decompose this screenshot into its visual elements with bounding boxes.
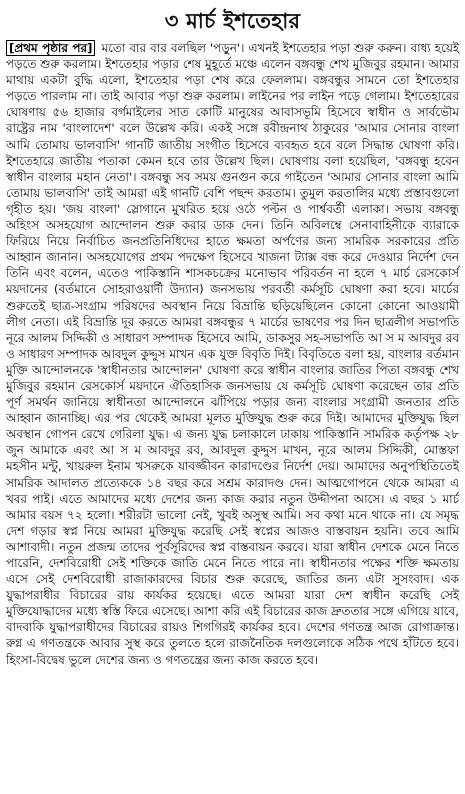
article-text: মতো বার বার বলছিল 'পড়ুন'। এখনই ইশতেহার পড়া শুরু করুন। বাধ্য হয়েই পড়তে শুরু করলাম। ইশতেহার পড়ার শেষ মুহূর্তে মঞ্চে এলেন বঙ্গবন্ধু শেখ মুজিবুর রহমান। আমার মাথায় একটা বুদ্ধি এলো, ইশতেহার পড়া শেষ করে ফেললাম। বঙ্গবন্ধুর সামনে তো ইশতেহার পড়তে পারলাম না। তাই আবার পড়া শুরু করলাম। লাইনের পর লাইন পড়ে গেলাম। ইশতেহারের ঘোষণায় ৫৬ হাজার বর্গমাইলের সাত কোটি মানুষের আবাসভূমি হিসেবে স্বাধীন ও সার্বভৌম রাষ্ট্রের নাম 'বাংলাদেশ' বলে উল্লেখ করি। একই সঙ্গে রবীন্দ্রনাথ ঠাকুরের 'আমার সোনার বাংলা আমি তোমায় ভালবাসি' গানটি জাতীয় সংগীত হিসেবে ব্যবহৃত হবে বলে সিদ্ধান্ত ঘোষণা করি। ইশতেহারে জাতীয় পতাকা কেমন হবে তার উল্লেখ ছিল। ঘোষণায় বলা হয়েছিল, 'বঙ্গবন্ধু হবেন স্বাধীন বাংলার মহান নেতা'। বঙ্গবন্ধু সব সময় গুনগুন করে গাইতেন 'আমার সোনার বাংলা আমি তোমায় ভালবাসি' তাই আমরা এই গানটি বেশি পছন্দ করতাম। তুমুল করতালির মধ্যে প্রস্তাবগুলো গৃহীত হয়। 'জয় বাংলা' স্লোগানে মুখরিত হয়ে ওঠে পল্টন ও পার্শ্ববর্তী এলাকা। সভায় বঙ্গবন্ধু অহিংস অসহযোগ আন্দোলন শুরু করার ডাক দেন। তিনি অবিলম্বে সেনাবাহিনীকে ব্যারাকে ফিরিয়ে নিয়ে নির্বাচিত জনপ্রতিনিধিদের হাতে ক্ষমতা অর্পণের জন্য সামরিক সরকারের প্রতি আহ্বান জানান। অসহযোগের প্রথম পদক্ষেপ হিসেবে খাজনা ট্যাক্স বন্ধ করে দেওয়ার নির্দেশ দেন তিনি এবং বলেন, এতেও পাকিস্তানি শাসকচক্রের মনোভাব পরিবর্তন না হলে ৭ মার্চ রেসকোর্স ময়দানের (বর্তমানে সোহরাওয়ার্দী উদ্যান) জনসভায় পরবর্তী কর্মসূচি ঘোষণা করা হবে। মার্চের শুরুতেই ছাত্র-সংগ্রাম পরিষদের অবস্থান নিয়ে বিভ্রান্তি ছড়িয়েছিলেন কোনো কোনো আওয়ামী লীগ নেতা। এই বিভ্রান্তি দূর করতে আমরা বঙ্গবন্ধুর ৭ মার্চের ভাষণের পর দিন ছাত্রলীগ সভাপতি নূরে আলম সিদ্দিকী ও সাধারণ সম্পাদক হিসেবে আমি, ডাকসুর সহ-সভাপতি আ স ম আবদুর রব ও সাধারণ সম্পাদক আবদুল কুদ্দুস মাখন এক যুক্ত বিবৃতি দিই। বিবৃতিতে বলা হয়, বাংলার বর্তমান মুক্তি আন্দোলনকে 'স্বাধীনতার আন্দোলন' ঘোষণা করে স্বাধীন বাংলার জাতির পিতা বঙ্গবন্ধু শেখ মুজিবুর রহমান রেসকোর্স ময়দানে ঐতিহাসিক জনসভায় যে কর্মসূচি ঘোষণা করেছেন তার প্রতি পূর্ণ সমর্থন জানিয়ে স্বাধীনতা আন্দোলনে ঝাঁপিয়ে পড়ার জন্য বাংলার সংগ্রামী জনতার প্রতি আহ্বান জানাচ্ছি। এর পর থেকেই আমরা মূলত মুক্তিযুদ্ধ শুরু করে দিই। আমাদের মুক্তিযুদ্ধ ছিল অবস্থান গোপন রেখে গেরিলা যুদ্ধ। এ জন্য যুদ্ধ চলাকালে ঢাকায় পাকিস্তানি সামরিক কর্তৃপক্ষ ২৮ জুন আমাকে এবং আ স ম আবদুর রব, আবদুল কুদ্দুস মাখন, নূরে আলম সিদ্দিকী, মোস্তফা মহসীন মন্টু, খায়রুল ইনাম খসরুকে যাবজ্জীবন কারাদণ্ডের নির্দেশ দেয়। আমাদের অনুপস্থিতিতেই সামরিক আদালত প্রত্যেককে ১৪ বছর করে সশ্রম কারাদণ্ড দেন। আত্মগোপনে থেকে আমরা এ খবর পাই। এতে আমাদের মধ্যে দেশের জন্য কাজ করার নতুন উদ্দীপনা আসে। এ বছর ১ মার্চ আমার বয়স ৭২ হলো। শরীরটা ভালো নেই, খুবই অসুস্থ আমি। সব কথা মনে থাকে না। যে সমৃদ্ধ দেশ গড়ার স্বপ্ন নিয়ে আমরা মুক্তিযুদ্ধ করেছি সেই স্বপ্নের আজও বাস্তবায়ন হয়নি। তবে আমি আশাবাদী। নতুন প্রজন্ম তাদের পূর্বসূরিদের স্বপ্ন বাস্তবায়ন করবে। যারা স্বাধীন দেশকে মেনে নিতে পারেনি, দেশবিরোধী সেই শক্তিকে জাতি মেনে নিতে পারে না। স্বাধীনতার পক্ষের শক্তি ক্ষমতায় এসে সেই দেশবিরোধী রাজাকারদের বিচার শুরু করেছে, জাতির জন্য এটা সুসংবাদ। এক যুদ্ধাপরাধীর বিচারের রায় কার্যকর হয়েছে। এতে আমরা যারা দেশ স্বাধীন করেছি সেই মুক্তিযোদ্ধাদের মধ্যে স্বস্তি ফিরে এসেছে। আশা করি এই বিচারের কাজ দ্রুততার সঙ্গে এগিয়ে যাবে, বাদবাকি যুদ্ধাপরাধীদের বিচারের রায়ও শিগগিরই কার্যকর হবে। দেশের গণতন্ত্র আজ রোগাক্রান্ত। রুগ্ন এ গণতন্ত্রকে আবার সুস্থ করে তুলতে হলে রাজনৈতিক দলগুলোকে সঠিক পথে হাঁটতে হবে। হিংসা-বিদ্বেষ ভুলে দেশের জন্য ও গণতন্ত্রের জন্য কাজ করতে হবে। [6,41,460,667]
article-title: ৩ মার্চ ইশতেহার [164,8,301,33]
continuation-label: [প্রথম পৃষ্ঠার পর] [6,40,95,56]
article-body [6,40,459,668]
newspaper-page [0,8,465,794]
